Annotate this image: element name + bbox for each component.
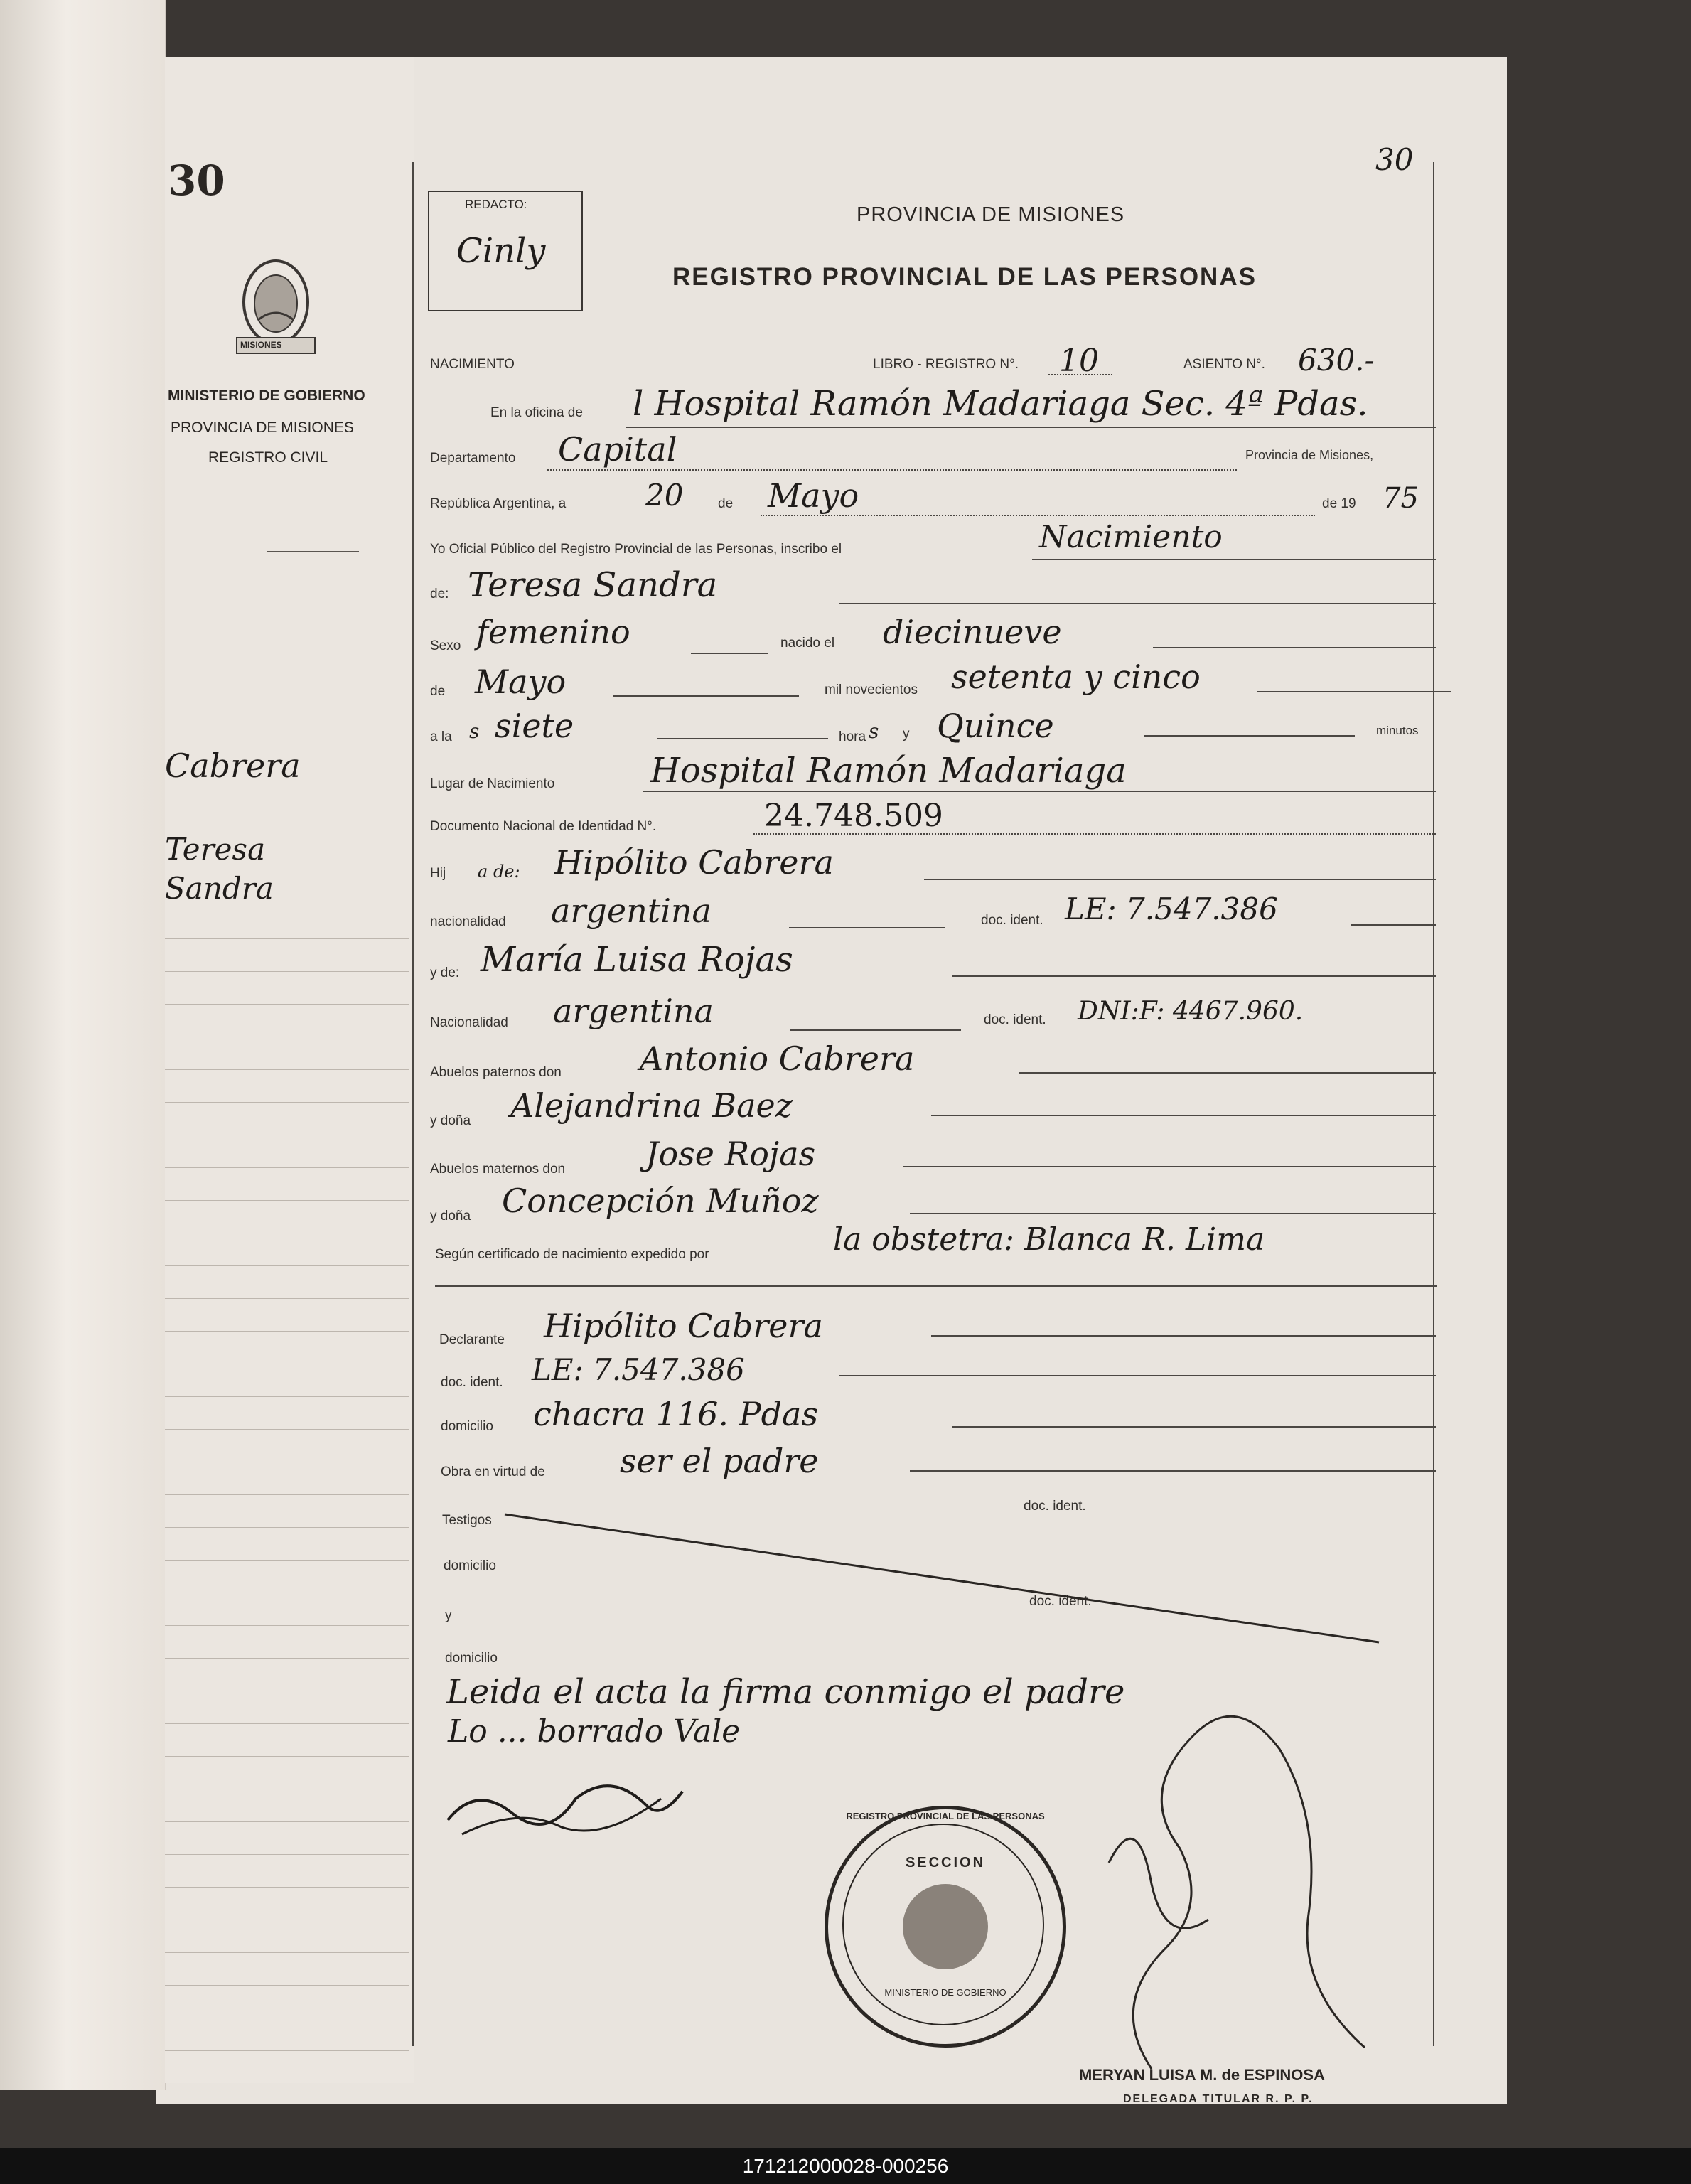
ministry-line3: REGISTRO CIVIL (208, 449, 328, 466)
ledger-line (165, 1396, 409, 1397)
anio-label: de 19 (1322, 496, 1356, 511)
ledger-line (165, 1429, 409, 1430)
official-signature (1066, 1649, 1422, 2076)
obra-label: Obra en virtud de (441, 1465, 545, 1479)
ledger-line (165, 1560, 409, 1561)
registry-stamp (825, 1806, 1066, 2048)
testigos-label: Testigos (442, 1513, 492, 1528)
seal-banner-text: MISIONES (240, 340, 282, 350)
ledger-line (165, 1298, 409, 1299)
abuelo-p-value: Antonio Cabrera (640, 1039, 915, 1078)
nacionalidad2-rule (790, 1029, 961, 1031)
nacido-mes-value: Mayo (475, 663, 567, 701)
margin-note-surname: Cabrera (165, 746, 301, 785)
ledger-line (165, 938, 409, 939)
declarante-rule (931, 1335, 1436, 1337)
declarante-value: Hipólito Cabrera (544, 1307, 823, 1345)
footer-bar (0, 2148, 1691, 2184)
nacionalidad1-rule (789, 927, 945, 928)
oficina-label: En la oficina de (490, 405, 583, 420)
domicilio3-label: domicilio (445, 1651, 498, 1666)
abuelos-p-label: Abuelos paternos don (430, 1065, 562, 1080)
stamp-outer-text: REGISTRO PROVINCIAL DE LAS PERSONAS (846, 1811, 1045, 1821)
margin-dash (267, 551, 359, 552)
minutos-value: Quince (937, 707, 1054, 745)
libro-label: LIBRO - REGISTRO N°. (873, 357, 1019, 372)
sexo-value: femenino (476, 613, 630, 651)
obra-value: ser el padre (620, 1442, 819, 1480)
dni-value: 24.748.509 (764, 798, 943, 834)
ala-suffix: s (469, 719, 480, 743)
nacionalidad2-value: argentina (553, 992, 714, 1030)
y2-label: y (445, 1608, 452, 1623)
left-page-strip (0, 0, 165, 2090)
mes-nac-rule (613, 695, 799, 697)
mil-label: mil novecientos (825, 682, 918, 697)
oficial-text: Yo Oficial Público del Registro Provincial de las Personas, inscribo el (430, 542, 842, 557)
ledger-line (165, 2050, 409, 2051)
ledger-line (165, 1658, 409, 1659)
nacionalidad2-label: Nacionalidad (430, 1015, 508, 1030)
certificado-rule (435, 1285, 1437, 1287)
hora-value: siete (495, 707, 574, 745)
mes-rule (761, 515, 1315, 516)
ledger-line (165, 1527, 409, 1528)
asiento-value: 630.- (1298, 343, 1375, 378)
departamento-label: Departamento (430, 451, 516, 466)
de-mes-label: de (430, 684, 446, 699)
mil-value: setenta y cinco (951, 658, 1201, 696)
record-type: NACIMIENTO (430, 357, 515, 372)
padre-value: Hipólito Cabrera (554, 843, 834, 882)
docident3-label: doc. ident. (441, 1375, 503, 1390)
footer-id: 171212000028-000256 (742, 2155, 949, 2177)
abuelo-m-value: Jose Rojas (645, 1135, 816, 1173)
ledger-line (165, 1887, 409, 1888)
declarante-label: Declarante (439, 1332, 505, 1347)
ledger-line (165, 1756, 409, 1757)
dia-value: 20 (645, 478, 684, 513)
sexo-label: Sexo (430, 638, 461, 653)
padre-rule (924, 879, 1436, 880)
ledger-line (165, 1200, 409, 1201)
province-header: PROVINCIA DE MISIONES (857, 203, 1125, 226)
stamp-inner-text: SECCION (905, 1855, 986, 1870)
ledger-line (165, 1069, 409, 1070)
provincia-label: Provincia de Misiones, (1245, 448, 1374, 462)
docident1-label: doc. ident. (981, 913, 1043, 928)
margin-note-given2: Sandra (165, 871, 274, 906)
ministry-line2: PROVINCIA DE MISIONES (171, 419, 354, 436)
hijo-label: Hij (430, 866, 446, 881)
docident1-rule (1351, 924, 1436, 926)
nacido-rule (1153, 647, 1436, 648)
lugar-value: Hospital Ramón Madariaga (650, 751, 1127, 791)
ministry-seal (230, 252, 322, 370)
void-diagonal (498, 1507, 1422, 1649)
ledger-line (165, 1331, 409, 1332)
ledger-line (165, 1265, 409, 1266)
horas-label: hora (839, 729, 866, 744)
hora-rule (657, 738, 828, 739)
redacto-label: REDACTO: (465, 198, 527, 211)
nacionalidad1-label: nacionalidad (430, 914, 506, 929)
margin-note-given1: Teresa (165, 832, 266, 867)
ledger-line (165, 1723, 409, 1724)
mil-rule (1257, 691, 1451, 692)
margin-border (412, 162, 414, 2046)
madre-rule (952, 975, 1436, 977)
departamento-value: Capital (558, 430, 677, 469)
madre-value: María Luisa Rojas (481, 940, 793, 980)
ydona-label: y doña (430, 1113, 471, 1128)
nombre-value: Teresa Sandra (468, 565, 718, 605)
docident1-value: LE: 7.547.386 (1065, 892, 1278, 926)
stamp-sub-text: MINISTERIO DE GOBIERNO (884, 1987, 1006, 1998)
nombre-rule (839, 603, 1436, 604)
domicilio-label: domicilio (441, 1419, 493, 1434)
y-label: y (903, 727, 910, 742)
ala-label: a la (430, 729, 452, 744)
asiento-label: ASIENTO N°. (1183, 357, 1265, 372)
ledger-line (165, 1004, 409, 1005)
docident5-label: doc. ident. (1029, 1594, 1092, 1609)
docident2-value: DNI:F: 4467.960. (1078, 997, 1304, 1026)
certificado-value: la obstetra: Blanca R. Lima (833, 1221, 1265, 1258)
anio-value: 75 (1383, 482, 1419, 515)
ledger-line (165, 1167, 409, 1168)
ledger-line (165, 971, 409, 972)
hijo-suffix: a de: (478, 862, 520, 882)
libro-rule (1048, 374, 1112, 375)
horas-suffix: s (869, 719, 879, 743)
de-nombre-label: de: (430, 587, 449, 601)
abuela-p-rule (931, 1115, 1436, 1116)
ledger-line (165, 1952, 409, 1953)
docident2-label: doc. ident. (984, 1012, 1046, 1027)
departamento-rule (547, 469, 1237, 471)
declarant-signature (434, 1756, 704, 1848)
inscribo-rule (1032, 559, 1436, 560)
ledger-line (165, 1821, 409, 1822)
nacido-value: diecinueve (883, 613, 1062, 651)
lugar-label: Lugar de Nacimiento (430, 776, 555, 791)
abuelo-m-rule (903, 1166, 1436, 1167)
abuela-m-rule (910, 1213, 1436, 1214)
sexo-rule (691, 653, 768, 654)
minutos-rule (1144, 735, 1355, 737)
ministry-line1: MINISTERIO DE GOBIERNO (168, 387, 365, 404)
redacto-box (428, 191, 583, 311)
yde-label: y de: (430, 965, 460, 980)
ledger-line (165, 1592, 409, 1593)
abuelo-p-rule (1019, 1072, 1436, 1074)
domicilio-rule (952, 1426, 1436, 1428)
ledger-line (165, 1494, 409, 1495)
nota-line1: Leida el acta la firma conmigo el padre (446, 1672, 1125, 1712)
lugar-rule (643, 791, 1436, 792)
ledger-line (165, 1854, 409, 1855)
abuela-p-value: Alejandrina Baez (510, 1086, 793, 1125)
domicilio-value: chacra 116. Pdas (533, 1395, 819, 1433)
docident4-label: doc. ident. (1024, 1499, 1086, 1514)
signatory-name: MERYAN LUISA M. de ESPINOSA (1079, 2066, 1325, 2084)
page-number-left: 30 (168, 156, 225, 205)
republica-label: República Argentina, a (430, 496, 567, 511)
certificado-label: Según certificado de nacimiento expedido por (435, 1247, 709, 1262)
minutos-label: minutos (1376, 724, 1419, 737)
abuelos-m-label: Abuelos maternos don (430, 1162, 566, 1177)
dni-rule (753, 833, 1436, 835)
signatory-title: DELEGADA TITULAR R. P. P. (1123, 2093, 1314, 2105)
nacionalidad1-value: argentina (551, 892, 712, 930)
abuela-m-value: Concepción Muñoz (502, 1182, 819, 1220)
docident3-rule (839, 1375, 1436, 1376)
docident3-value: LE: 7.547.386 (532, 1352, 745, 1387)
de-label: de (718, 496, 734, 511)
oficina-value: l Hospital Ramón Madariaga Sec. 4ª Pdas. (633, 384, 1368, 424)
domicilio2-label: domicilio (444, 1558, 496, 1573)
dni-label: Documento Nacional de Identidad N°. (430, 819, 657, 834)
ledger-line (165, 1985, 409, 1986)
page-number-right: 30 (1375, 142, 1414, 177)
nota-line2: Lo ... borrado Vale (448, 1713, 741, 1750)
libro-value: 10 (1059, 343, 1099, 379)
mes-value: Mayo (768, 476, 859, 515)
ydona2-label: y doña (430, 1209, 471, 1224)
ledger-line (165, 1102, 409, 1103)
registry-title: REGISTRO PROVINCIAL DE LAS PERSONAS (672, 263, 1257, 291)
redacto-initials: Cinly (456, 231, 546, 271)
nacido-label: nacido el (780, 636, 835, 651)
ledger-line (165, 1625, 409, 1626)
inscribo-value: Nacimiento (1039, 519, 1223, 555)
oficina-rule (626, 427, 1436, 428)
right-border (1433, 162, 1434, 2046)
obra-rule (910, 1470, 1436, 1472)
